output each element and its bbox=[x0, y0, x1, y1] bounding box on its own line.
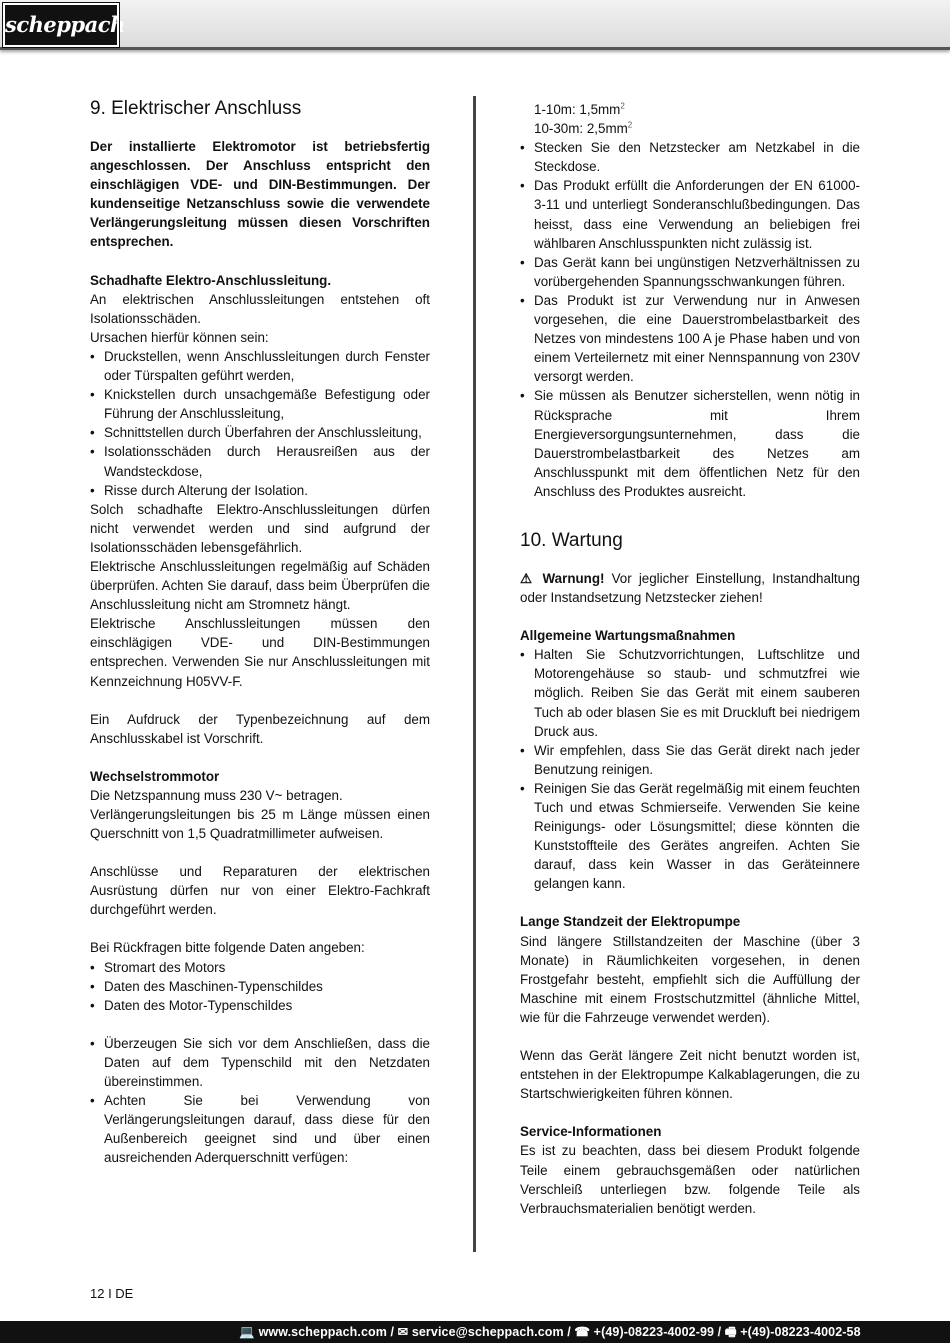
paragraph: Die Netzspannung muss 230 V~ betragen. bbox=[90, 787, 343, 803]
list-item: • Wir empfehlen, dass Sie das Gerät direkt nach jeder Benutzung reinigen. bbox=[520, 741, 860, 779]
ac-motor-heading: Wechselstrommotor bbox=[90, 768, 220, 784]
page-header bbox=[0, 0, 950, 50]
service-heading: Service-Informationen bbox=[520, 1124, 662, 1140]
fax-icon: 🖷 bbox=[724, 1325, 737, 1339]
list-item: • Knickstellen durch unsachgemäße Befestigung oder Führung der Anschlussleitung, bbox=[90, 385, 430, 423]
list-item: • Das Gerät kann bei ungünstigen Netzverhältnissen zu vorübergehenden Spannungsschwankungen führen. bbox=[520, 253, 860, 291]
list-item: • Halten Sie Schutzvorrichtungen, Luftschlitze und Motorengehäuse so staub- und schmutzfrei wie möglich. Reiben Sie das Gerät mit einem sauberen Tuch ab oder blasen Sie es mit Druckluft bei niedrigem Druck aus. bbox=[520, 645, 860, 740]
paragraph: Wenn das Gerät längere Zeit nicht benutzt worden ist, entstehen in der Elektropumpe Kalkablagerungen, die zu Startschwierigkeiten führen können. bbox=[520, 1048, 860, 1102]
section-title-maintenance: 10. Wartung bbox=[520, 529, 623, 551]
right-column bbox=[520, 100, 860, 1218]
maintenance-list bbox=[520, 645, 860, 893]
mail-icon: ✉ bbox=[397, 1325, 409, 1339]
paragraph: An elektrischen Anschlussleitungen entstehen oft Isolationsschäden. bbox=[90, 291, 430, 326]
maintenance-heading: Allgemeine Wartungsmaßnahmen bbox=[520, 628, 736, 644]
damage-causes-list bbox=[90, 347, 430, 500]
list-item: • Sie müssen als Benutzer sicherstellen, wenn nötig in Rücksprache mit Ihrem Energieversorgungsunternehmen, dass die Dauerstrombelastbarkeit des Netzes am Anschlusspunkt mit dem öffentlichen Netz für den Anschluss des Produktes ausreicht. bbox=[520, 386, 860, 501]
paragraph: Ursachen hierfür können sein: bbox=[90, 329, 269, 345]
list-item: • Reinigen Sie das Gerät regelmäßig mit einem feuchten Tuch und etwas Schmierseife. Verwenden Sie keine Reinigungs- oder Lösungsmittel; diese könnten die Kunststoffteile des Gerätes angreifen. Achten Sie darauf, dass kein Wasser in das Geräteinnere gelangen kann. bbox=[520, 779, 860, 894]
paragraph: Anschlüsse und Reparaturen der elektrischen Ausrüstung dürfen nur von einer Elektro-Fachkraft durchgeführt werden. bbox=[90, 864, 430, 918]
damaged-cable-heading: Schadhafte Elektro-Anschlussleitung. bbox=[90, 272, 332, 288]
fax-number: +(49)-08223-4002-58 bbox=[740, 1325, 861, 1339]
email-link[interactable]: service@scheppach.com bbox=[411, 1325, 564, 1339]
list-item: • Schnittstellen durch Überfahren der Anschlussleitung, bbox=[90, 423, 430, 442]
computer-icon: 💻 bbox=[239, 1325, 256, 1339]
paragraph: Bei Rückfragen bitte folgende Daten angeben: bbox=[90, 940, 365, 956]
list-item: • Daten des Motor-Typenschildes bbox=[90, 996, 430, 1015]
page-number: 12 I DE bbox=[90, 1286, 134, 1301]
warning-paragraph: ⚠ Warnung! Vor jeglicher Einstellung, Instandhaltung oder Instandsetzung Netzstecker ziehen! bbox=[520, 570, 860, 606]
list-item: • Stromart des Motors bbox=[90, 958, 430, 977]
column-divider bbox=[473, 96, 476, 1252]
paragraph: Solch schadhafte Elektro-Anschlussleitungen dürfen nicht verwendet werden und sind aufgrund der Isolationsschäden lebensgefährlich. bbox=[90, 501, 430, 555]
section-title-electrical: 9. Elektrischer Anschluss bbox=[90, 98, 302, 119]
left-column bbox=[90, 96, 430, 1168]
paragraph: Elektrische Anschlussleitungen müssen den einschlägigen VDE- und DIN-Bestimmungen entsprechen. Verwenden Sie nur Anschlussleitungen mit Kennzeichnung H05VV-F. bbox=[90, 616, 430, 689]
page-footer: 💻 www.scheppach.com / ✉ service@scheppach.com / ☎ +(49)-08223-4002-99 / 🖷 +(49)-08223-4002-58 bbox=[0, 1321, 950, 1343]
cable-spec-2: 10-30m: $2,5mm^2$ bbox=[534, 120, 633, 137]
list-item: • Risse durch Alterung der Isolation. bbox=[90, 481, 430, 500]
list-item: • Isolationsschäden durch Herausreißen aus der Wandsteckdose, bbox=[90, 442, 430, 480]
query-data-list bbox=[90, 958, 430, 1015]
list-item: • Überzeugen Sie sich vor dem Anschließen, dass die Daten auf dem Typenschild mit den Netzdaten übereinstimmen. bbox=[90, 1034, 430, 1091]
list-item: • Das Produkt ist zur Verwendung nur in Anwesen vorgesehen, die eine Dauerstrombelastbarkeit des Netzes von mindestens 100 A je Phase haben und von einem Verteilernetz mit einer Nennspannung von 230V versorgt werden. bbox=[520, 291, 860, 386]
website-link[interactable]: www.scheppach.com bbox=[258, 1325, 387, 1339]
list-item: • Das Produkt erfüllt die Anforderungen der EN 61000-3-11 und unterliegt Sonderanschlußbedingungen. Das heisst, dass eine Verwendung an beliebigen frei wählbaren Anschlusspunkten nicht zulässig ist. bbox=[520, 176, 860, 252]
paragraph: Elektrische Anschlussleitungen regelmäßig auf Schäden überprüfen. Achten Sie darauf, dass beim Überprüfen die Anschlussleitung nicht am Stromnetz hängt. bbox=[90, 558, 430, 613]
list-item: • Stecken Sie den Netzstecker am Netzkabel in die Steckdose. bbox=[520, 138, 860, 176]
list-item: • Achten Sie bei Verwendung von Verlängerungsleitungen darauf, dass diese für den Außenbereich geeignet sind und über einen ausreichenden Aderquerschnitt verfügen: bbox=[90, 1091, 430, 1167]
warning-icon: ⚠ bbox=[520, 570, 536, 586]
phone-number: +(49)-08223-4002-99 bbox=[593, 1325, 715, 1339]
paragraph: Verlängerungsleitungen bis 25 m Länge müssen einen Querschnitt von 1,5 Quadratmillimeter aufweisen. bbox=[90, 807, 430, 842]
brand-logo: scheppach bbox=[3, 3, 119, 47]
paragraph: Es ist zu beachten, dass bei diesem Produkt folgende Teile einem gebrauchsgemäßen oder natürlichen Verschleiß unterliegen bzw. folgende Teile als Verbrauchsmaterialien benötigt werden. bbox=[520, 1143, 860, 1216]
check-list bbox=[90, 1034, 430, 1168]
list-item: • Daten des Maschinen-Typenschildes bbox=[90, 977, 430, 996]
cable-spec-1: 1-10m: $1,5mm^2$ bbox=[534, 101, 625, 117]
phone-icon: ☎ bbox=[574, 1325, 591, 1339]
list-item: • Druckstellen, wenn Anschlussleitungen durch Fenster oder Türspalten geführt werden, bbox=[90, 347, 430, 385]
pump-heading: Lange Standzeit der Elektropumpe bbox=[520, 914, 741, 930]
warning-label: Warnung! bbox=[542, 570, 605, 586]
intro-paragraph: Der installierte Elektromotor ist betriebsfertig angeschlossen. Der Anschluss entspricht den einschlägigen VDE- und DIN-Bestimmungen. Der kundenseitige Netzanschluss sowie die verwendete Verlängerungsleitung müssen diesen Vorschriften entsprechen. bbox=[90, 139, 430, 250]
paragraph: Sind längere Stillstandzeiten der Maschine (über 3 Monate) in Räumlichkeiten vorgesehen, in denen Frostgefahr besteht, empfiehlt sich die Auffüllung der Maschine mit einem Frostschutzmittel (ähnliche Mittel, wie für die Fahrzeuge verwendet werden). bbox=[520, 933, 860, 1025]
paragraph: Ein Aufdruck der Typenbezeichnung auf dem Anschlusskabel ist Vorschrift. bbox=[90, 711, 430, 746]
connection-list bbox=[520, 138, 860, 501]
